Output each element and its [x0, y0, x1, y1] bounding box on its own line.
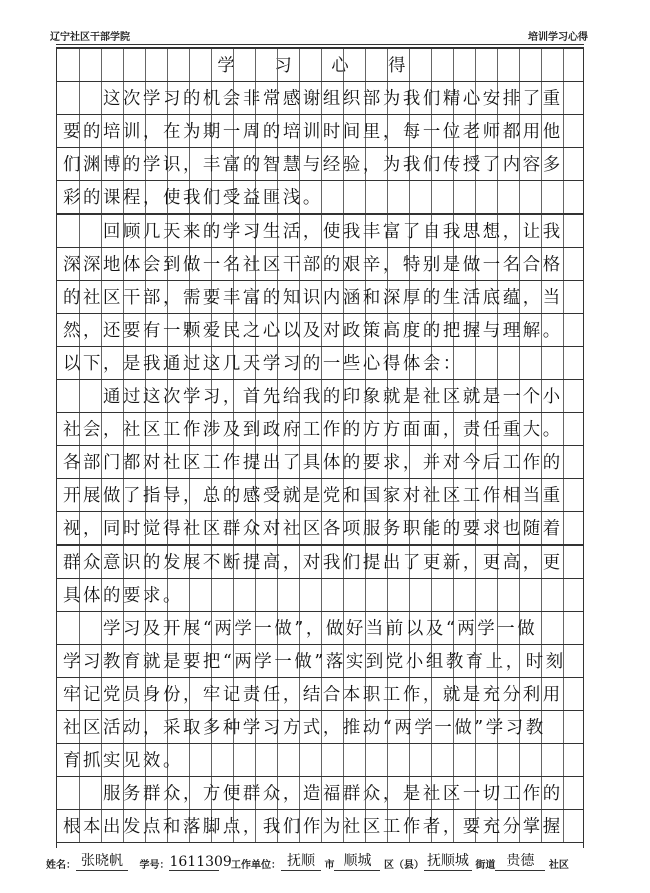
- writing-row: [57, 445, 583, 479]
- handwritten-line: 牢记党员身份，牢记责任，结合本职工作，就是充分利用: [63, 684, 563, 705]
- community-value: 贵德: [495, 850, 545, 871]
- handwritten-line: 们渊博的学识，丰富的智慧与经验，为我们传授了内容多: [63, 155, 563, 176]
- handwritten-line: 社区活动，采取多种学习方式，推动“两学一做”学习教: [63, 718, 546, 738]
- handwritten-line: 育抓实见效。: [63, 751, 183, 772]
- document-type: 培训学习心得: [528, 32, 588, 43]
- header-rule: [56, 44, 584, 45]
- writing-row: [57, 677, 583, 711]
- grid-cell-divider: [255, 49, 256, 81]
- writing-row: [57, 776, 583, 810]
- institution-name: 辽宁社区干部学院: [50, 32, 130, 43]
- grid-cell-divider: [123, 49, 124, 81]
- handwritten-line: 然，还要有一颗爱民之心以及对政策高度的把握与理解。: [63, 320, 563, 341]
- name-label: 姓名：: [46, 860, 76, 871]
- grid-cell-divider: [189, 49, 190, 81]
- grid-cell-divider: [277, 49, 278, 81]
- grid-cell-divider: [409, 49, 410, 81]
- handwritten-line: 学习及开展“两学一做”，做好当前以及“两学一做: [63, 618, 538, 639]
- writing-row: [57, 511, 583, 545]
- grid-cell-divider: [321, 49, 322, 81]
- city-value: 抚顺: [281, 850, 321, 871]
- grid-cell-divider: [211, 49, 212, 81]
- handwritten-line: 根本出发点和落脚点，我们作为社区工作者，要充分掌握: [63, 817, 563, 838]
- grid-cell-divider: [497, 49, 498, 81]
- writing-row: [57, 545, 583, 579]
- student-id-label: 学号：: [139, 860, 170, 871]
- community-label: 社区: [548, 860, 569, 871]
- handwritten-line: 社会，社区工作涉及到政府工作的方方面面，责任重大。: [63, 420, 563, 441]
- page-title: 学 习 心 得: [217, 56, 423, 76]
- grid-cell-divider: [101, 49, 102, 81]
- city-label: 市: [324, 860, 335, 871]
- grid-cell-divider: [145, 49, 146, 81]
- writing-row: [57, 743, 583, 777]
- footer: [46, 850, 606, 870]
- writing-row: [57, 247, 583, 281]
- handwritten-line: 要的培训，在为期一周的培训时间里，每一位老师都用他: [63, 122, 563, 143]
- writing-row: [57, 313, 583, 347]
- street-label: 街道: [475, 860, 496, 871]
- grid-cell-divider: [365, 49, 366, 81]
- handwritten-line: 具体的要求。: [63, 585, 183, 606]
- grid-cell-divider: [387, 49, 388, 81]
- handwritten-line: 以下，是我通过这几天学习的一些心得体会：: [63, 353, 463, 374]
- title-row: [57, 48, 583, 82]
- writing-grid: [56, 48, 584, 848]
- handwritten-line: 服务群众，方便群众，造福群众，是社区一切工作的: [63, 784, 563, 805]
- grid-cell-divider: [563, 49, 564, 81]
- writing-row: [57, 478, 583, 512]
- writing-row: [57, 180, 583, 214]
- grid-cell-divider: [431, 49, 432, 81]
- handwritten-line: 通过这次学习，首先给我的印象就是社区就是一个小: [63, 387, 563, 407]
- writing-row: [57, 809, 583, 843]
- grid-cell-divider: [475, 49, 476, 81]
- name-value: 张晓帆: [76, 850, 128, 871]
- handwritten-line: 深深地体会到做一名社区干部的艰辛，特别是做一名合格: [63, 254, 563, 275]
- grid-cell-divider: [541, 49, 542, 81]
- district-value: 顺城: [334, 850, 380, 871]
- handwritten-line: 彩的课程，使我们受益匪浅。: [63, 188, 323, 209]
- writing-row: [57, 346, 583, 380]
- writing-row: [57, 81, 583, 115]
- writing-row: [57, 412, 583, 446]
- grid-cell-divider: [343, 49, 344, 81]
- writing-row: [57, 280, 583, 314]
- handwritten-line: 群众意识的发展不断提高，对我们提出了更新，更高，更: [63, 552, 563, 573]
- district-label: 区（县）: [383, 860, 424, 871]
- writing-row: [57, 611, 583, 645]
- student-id-value: 1611309: [169, 854, 232, 870]
- handwritten-line: 各部门都对社区工作提出了具体的要求，并对今后工作的: [63, 453, 563, 474]
- grid-cell-divider: [79, 49, 80, 81]
- handwritten-line: 回顾几天来的学习生活，使我丰富了自我思想，让我: [63, 221, 563, 242]
- handwritten-line: 的社区干部，需要丰富的知识内涵和深厚的生活底蕴，当: [63, 287, 563, 308]
- writing-row: [57, 379, 583, 413]
- handwritten-line: 视，同时觉得社区群众对社区各项服务职能的要求也随着: [63, 519, 563, 540]
- writing-row: [57, 114, 583, 148]
- grid-cell-divider: [299, 49, 300, 81]
- grid-cell-divider: [167, 49, 168, 81]
- handwritten-line: 开展做了指导，总的感受就是党和国家对社区工作相当重: [63, 486, 563, 507]
- street-value: 抚顺城: [424, 850, 472, 871]
- writing-row: [57, 578, 583, 612]
- writing-row: [57, 710, 583, 744]
- work-unit-label: 工作单位：: [230, 860, 281, 871]
- writing-row: [57, 644, 583, 678]
- writing-row: [57, 214, 583, 248]
- handwritten-line: 这次学习的机会非常感谢组织部为我们精心安排了重: [63, 89, 563, 110]
- handwritten-line: 学习教育就是要把“两学一做”落实到党小组教育上，时刻: [63, 651, 566, 672]
- grid-cell-divider: [519, 49, 520, 81]
- grid-cell-divider: [233, 49, 234, 81]
- writing-row: [57, 147, 583, 181]
- grid-cell-divider: [453, 49, 454, 81]
